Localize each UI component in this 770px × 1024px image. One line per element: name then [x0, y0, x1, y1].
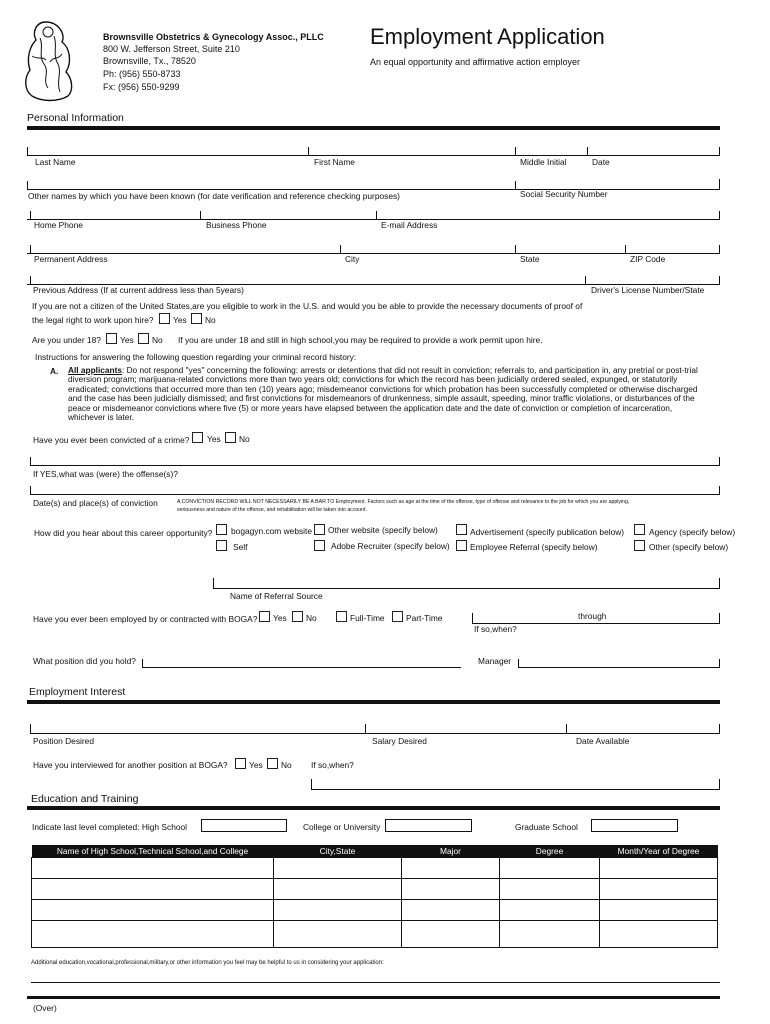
interviewed-yes-checkbox[interactable]	[235, 758, 246, 769]
table-cell[interactable]	[500, 921, 600, 948]
under18-no-label: No	[152, 335, 163, 345]
interviewed-no-label: No	[281, 760, 292, 770]
state-field[interactable]	[516, 239, 624, 253]
additional-info-label: Additional education,vocational,professional,military,or other information you feel may be helpful to us in considering your application:	[31, 960, 384, 966]
salary-desired-field[interactable]	[366, 718, 565, 733]
permanent-address-label: Permanent Address	[34, 254, 108, 264]
other-website-checkbox[interactable]	[314, 524, 325, 535]
table-cell[interactable]	[500, 900, 600, 921]
table-cell[interactable]	[600, 858, 718, 879]
practice-name: Brownsville Obstetrics & Gynecology Assoc., PLLC	[103, 32, 324, 42]
interviewed-no-checkbox[interactable]	[267, 758, 278, 769]
advertisement-checkbox[interactable]	[456, 524, 467, 535]
employee-referral-checkbox[interactable]	[456, 540, 467, 551]
date-available-label: Date Available	[576, 736, 630, 746]
agency-label: Agency (specify below)	[649, 527, 736, 537]
personal-heading: Personal Information	[27, 112, 124, 124]
education-table	[31, 845, 718, 948]
practice-logo	[18, 16, 82, 104]
college-field[interactable]	[385, 819, 472, 832]
interviewed-when-label: If so,when?	[311, 760, 354, 770]
interviewed-when-field[interactable]	[312, 775, 718, 789]
website-checkbox[interactable]	[216, 524, 227, 535]
practice-fax: Fx: (956) 550-9299	[103, 82, 180, 92]
part-time-label: Part-Time	[406, 613, 443, 623]
position-desired-label: Position Desired	[33, 736, 94, 746]
interviewed-question: Have you interviewed for another position at BOGA?	[33, 760, 228, 770]
permanent-address-field[interactable]	[31, 239, 339, 253]
item-text-line6: whichever is later.	[68, 412, 134, 423]
prior-yes-checkbox[interactable]	[259, 611, 270, 622]
referral-source-field[interactable]	[214, 574, 718, 588]
section-rule	[27, 806, 720, 810]
graduate-field[interactable]	[591, 819, 678, 832]
field-line	[27, 253, 720, 254]
website-label: bogagyn.com website	[231, 526, 313, 536]
column-header-major: Major	[402, 845, 500, 858]
field-line	[311, 789, 720, 790]
table-cell[interactable]	[32, 900, 274, 921]
criminal-instructions: Instructions for answering the following question regarding your criminal record history:	[35, 352, 357, 362]
table-cell[interactable]	[274, 858, 402, 879]
education-header-row	[32, 845, 718, 858]
table-cell[interactable]	[402, 879, 500, 900]
table-cell[interactable]	[274, 921, 402, 948]
table-cell[interactable]	[402, 921, 500, 948]
business-phone-label: Business Phone	[206, 220, 267, 230]
section-rule	[27, 700, 720, 704]
convicted-yes-label: Yes	[207, 434, 221, 444]
item-text-line1: : Do not respond "yes" concerning the following: arrests or detentions that did not result in conviction; referrals to, and participation in, any pretrial or post-trial	[121, 365, 698, 375]
last-name-field[interactable]	[28, 140, 307, 155]
table-cell[interactable]	[600, 879, 718, 900]
through-label: through	[578, 611, 607, 621]
date-available-field[interactable]	[567, 718, 718, 733]
manager-label: Manager	[478, 656, 512, 666]
field-line	[27, 189, 720, 190]
table-cell[interactable]	[600, 900, 718, 921]
item-letter: A.	[50, 366, 59, 376]
adobe-label: Adobe Recruiter (specify below)	[331, 541, 450, 551]
email-label: E-mail Address	[381, 220, 438, 230]
practice-city: Brownsville, Tx., 78520	[103, 56, 196, 66]
if-so-when-label: If so,when?	[474, 624, 517, 634]
table-cell[interactable]	[402, 900, 500, 921]
drivers-license-label: Driver's License Number/State	[591, 285, 705, 295]
prior-employment-question: Have you ever been employed by or contracted with BOGA?	[33, 614, 258, 624]
citizen-no-checkbox[interactable]	[191, 313, 202, 324]
convicted-no-checkbox[interactable]	[225, 432, 236, 443]
other-label: Other (specify below)	[649, 542, 729, 552]
field-line	[31, 982, 720, 983]
item-text-line2: diversion program; marijuana-related convictions more than two years old; convictions for which the record has been judicially ordered sealed, expunged, or statutorily	[68, 374, 678, 385]
interviewed-yes-label: Yes	[249, 760, 263, 770]
email-field[interactable]	[377, 205, 718, 219]
table-cell[interactable]	[402, 858, 500, 879]
item-text-line3: eradicated; convictions that occurred more than ten (10) years ago; misdemeanor convictions for which probation has been successfully completed or otherwise discharged	[68, 383, 698, 394]
field-line	[27, 219, 720, 220]
field-line	[142, 667, 461, 668]
offenses-field[interactable]	[31, 451, 718, 465]
city-label: City	[345, 254, 360, 264]
table-row	[32, 921, 718, 948]
previous-address-field[interactable]	[31, 270, 584, 284]
date-field[interactable]	[588, 140, 718, 155]
table-row	[32, 858, 718, 879]
convicted-yes-checkbox[interactable]	[192, 432, 203, 443]
convicted-question: Have you ever been convicted of a crime?	[33, 435, 190, 445]
field-line	[30, 494, 720, 495]
field-line	[30, 465, 720, 466]
state-label: State	[520, 254, 540, 264]
self-label: Self	[233, 542, 248, 552]
date-place-label: Date(s) and place(s) of conviction	[33, 498, 158, 508]
table-cell[interactable]	[32, 921, 274, 948]
column-header-city-state: City,State	[274, 845, 402, 858]
other-names-label: Other names by which you have been known (for date verification and reference checking purposes)	[28, 191, 400, 201]
employment-heading: Employment Interest	[29, 686, 126, 698]
under18-no-checkbox[interactable]	[138, 333, 149, 344]
business-phone-field[interactable]	[201, 205, 375, 219]
college-label: College or University	[303, 822, 381, 832]
table-cell[interactable]	[274, 900, 402, 921]
column-header-month-year: Month/Year of Degree	[600, 845, 718, 858]
position-desired-field[interactable]	[31, 718, 364, 733]
ssn-label: Social Security Number	[520, 189, 608, 199]
other-website-label: Other website (specify below)	[328, 525, 438, 535]
first-name-label: First Name	[314, 157, 355, 167]
indicate-level-label: Indicate last level completed: High School	[32, 822, 188, 832]
table-cell[interactable]	[500, 879, 600, 900]
convicted-no-label: No	[239, 434, 250, 444]
ssn-field[interactable]	[516, 175, 718, 189]
table-cell[interactable]	[32, 858, 274, 879]
referral-question: How did you hear about this career opportunity?	[34, 528, 213, 538]
position-held-field[interactable]	[143, 653, 461, 667]
column-header-school: Name of High School,Technical School,and College	[32, 845, 274, 858]
other-names-field[interactable]	[28, 175, 514, 189]
section-rule	[27, 126, 720, 130]
employee-referral-label: Employee Referral (specify below)	[470, 542, 598, 552]
education-heading: Education and Training	[31, 793, 139, 805]
advertisement-label: Advertisement (specify publication below)	[470, 527, 625, 537]
last-name-label: Last Name	[35, 157, 76, 167]
practice-phone: Ph: (956) 550-8733	[103, 69, 181, 79]
self-checkbox[interactable]	[216, 540, 227, 551]
table-row	[32, 900, 718, 921]
under18-question: Are you under 18?	[32, 335, 101, 345]
prior-no-label: No	[306, 613, 317, 623]
referral-source-label: Name of Referral Source	[230, 591, 323, 601]
under18-yes-checkbox[interactable]	[106, 333, 117, 344]
full-time-label: Full-Time	[350, 613, 385, 623]
agency-checkbox[interactable]	[634, 524, 645, 535]
table-cell[interactable]	[274, 879, 402, 900]
high-school-field[interactable]	[201, 819, 287, 832]
prior-yes-label: Yes	[273, 613, 287, 623]
additional-info-field[interactable]	[31, 970, 719, 996]
table-cell[interactable]	[32, 879, 274, 900]
citizen-yes-checkbox[interactable]	[159, 313, 170, 324]
field-line	[30, 733, 720, 734]
under18-note: If you are under 18 and still in high school,you may be required to provide a work permit upon hire.	[178, 335, 543, 345]
conviction-date-place-field[interactable]	[31, 480, 718, 494]
practice-street: 800 W. Jefferson Street, Suite 210	[103, 44, 240, 54]
table-cell[interactable]	[600, 921, 718, 948]
field-line	[27, 155, 720, 156]
salary-desired-label: Salary Desired	[372, 736, 427, 746]
all-applicants-label: All applicants	[68, 365, 122, 375]
under18-yes-label: Yes	[120, 335, 134, 345]
offenses-label: If YES,what was (were) the offense(s)?	[33, 469, 178, 479]
zip-label: ZIP Code	[630, 254, 666, 264]
citizen-question: If you are not a citizen of the United States,are you eligible to work in the U.S. and would you be able to provide the necessary documents of proof of	[32, 301, 583, 311]
other-checkbox[interactable]	[634, 540, 645, 551]
first-name-field[interactable]	[309, 140, 514, 155]
graduate-label: Graduate School	[515, 822, 578, 832]
criminal-item-text	[68, 366, 728, 422]
position-held-question: What position did you hold?	[33, 656, 136, 666]
table-cell[interactable]	[500, 858, 600, 879]
middle-initial-field[interactable]	[516, 140, 586, 155]
manager-field[interactable]	[519, 653, 718, 667]
zip-field[interactable]	[626, 239, 718, 253]
prior-no-checkbox[interactable]	[292, 611, 303, 622]
over-label: (Over)	[33, 1003, 57, 1013]
middle-initial-label: Middle Initial	[520, 157, 567, 167]
drivers-license-field[interactable]	[586, 270, 718, 284]
citizen-no-label: No	[205, 315, 216, 325]
section-rule	[27, 996, 720, 999]
table-row	[32, 879, 718, 900]
item-text-line5: peace or misdemeanor convictions where five (5) or more years have elapsed between the application date and the date of conviction or completion of incarceration,	[68, 402, 673, 413]
form-subtitle: An equal opportunity and affirmative action employer	[370, 57, 580, 67]
citizen-yes-label: Yes	[173, 315, 187, 325]
city-field[interactable]	[341, 239, 514, 253]
conviction-disclaimer-line2: seriousness and nature of the offense, and rehabilitation will be taken into account.	[177, 507, 367, 513]
citizen-question-line2: the legal right to work upon hire?	[32, 315, 154, 325]
home-phone-field[interactable]	[31, 205, 199, 219]
full-time-checkbox[interactable]	[336, 611, 347, 622]
item-text-line4: and the case has been judicially dismissed; and first convictions for misdemeanors of drunkenness, simple assault, speeding, minor traffic violations, or disturbances of the	[68, 393, 695, 404]
home-phone-label: Home Phone	[34, 220, 83, 230]
previous-address-label: Previous Address (If at current address less than 5years)	[33, 285, 244, 295]
date-label: Date	[592, 157, 610, 167]
part-time-checkbox[interactable]	[392, 611, 403, 622]
field-line	[518, 667, 720, 668]
form-title: Employment Application	[370, 24, 605, 49]
conviction-disclaimer: A CONVICTION RECORD WILL NOT NECESSARILY BE A BAR TO Employment. Factors such as age at the time of the offense, type of offense and relevance to the job for which you are applying,	[177, 499, 630, 505]
column-header-degree: Degree	[500, 845, 600, 858]
field-line	[213, 588, 720, 589]
adobe-checkbox[interactable]	[314, 540, 325, 551]
